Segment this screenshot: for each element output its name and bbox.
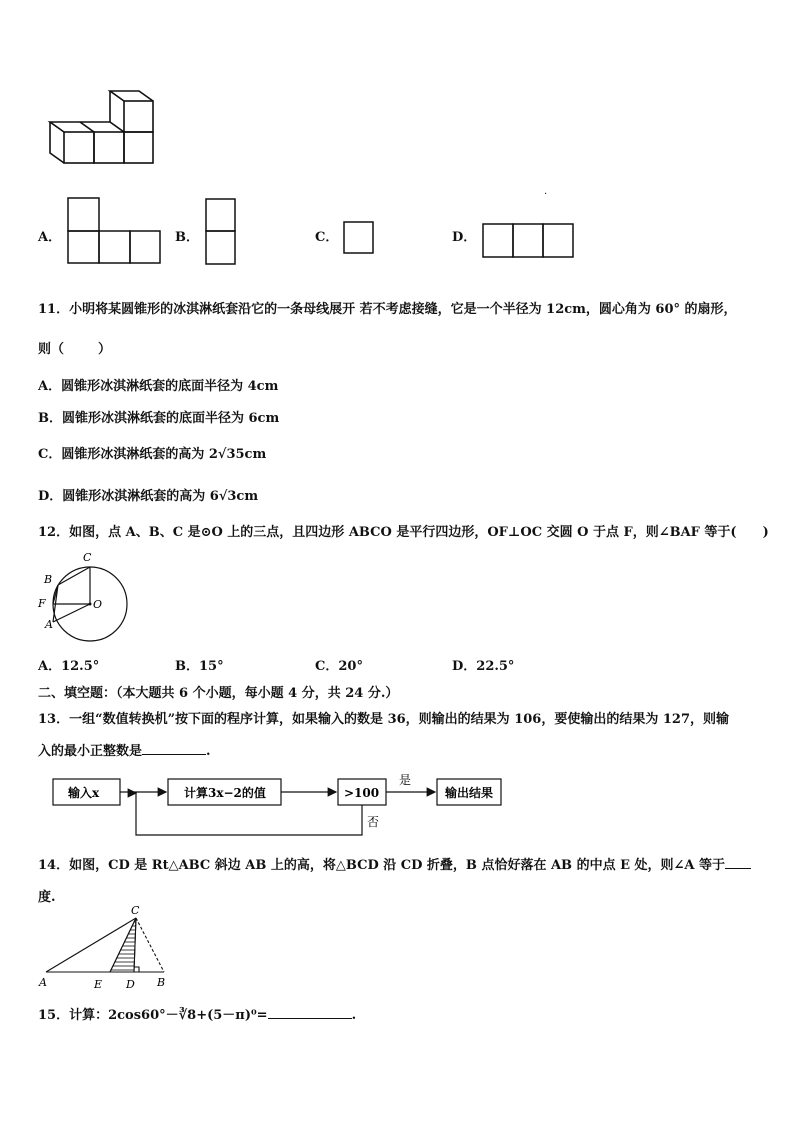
q13-compute-text: 计算3x−2的值 [184,786,266,800]
q12-option-a[interactable]: A．12.5° [38,659,100,674]
q12-seg-bc [58,567,90,585]
q11-open-paren: 则（ [38,342,65,357]
q10-option-d-label[interactable]: D． [452,230,477,245]
q14-stem-line1 [38,854,751,873]
q11-option-b[interactable]: B．圆锥形冰淇淋纸套的底面半径为 6cm [38,411,280,426]
q13-yes-text: 是 [399,773,412,787]
q11-option-a[interactable]: A．圆锥形冰淇淋纸套的底面半径为 4cm [38,379,279,394]
q15-stem [38,1004,356,1023]
q13-stem-line1: 13．一组“数值转换机”按下面的程序计算，如果输入的数是 36，则输出的结果为 106，要使输出的结果为 127，则输 [38,712,729,727]
q10-solid-figure [44,88,156,168]
q13-condition-text: >100 [344,786,380,800]
q12-label-b: B [44,573,53,586]
q14-answer-blank[interactable] [725,856,751,869]
q13-flowchart [40,766,512,838]
q12-label-o: O [93,598,103,611]
q14-right-angle [134,967,139,972]
q14-label-e: E [94,978,103,991]
q14-label-c: C [131,904,140,917]
q10-option-b-view[interactable] [205,198,237,266]
q11-option-d[interactable]: D．圆锥形冰淇淋纸套的高为 6√3cm [38,489,259,504]
q12-option-d[interactable]: D．22.5° [452,659,515,674]
q14-stem-line2: 度. [38,890,56,905]
q10-option-b-label[interactable]: B． [175,230,199,245]
q14-triangle-figure [36,904,174,992]
q15-answer-blank[interactable] [268,1006,352,1019]
stray-dot: . [544,186,548,197]
q14-stem-text: 14．如图，CD 是 Rt△ABC 斜边 AB 上的高，将△BCD 沿 CD 折叠，B 点恰好落在 AB 的中点 E 处，则∠A 等于 [38,858,726,873]
q13-output-text: 输出结果 [445,786,494,800]
q10-option-c-view[interactable] [342,220,376,256]
q10-option-a-view[interactable] [66,196,162,266]
q12-close-paren: ) [762,525,769,540]
q12-seg-ao [53,604,90,622]
q12-circle-figure [36,548,132,644]
q13-no-text: 否 [367,815,380,829]
q10-option-d-view[interactable] [482,222,576,260]
q10-option-a-label[interactable]: A． [38,230,62,245]
q14-seg-cb [136,918,164,972]
q13-stem-line2 [38,740,211,759]
q11-option-c[interactable]: C．圆锥形冰淇淋纸套的高为 2√35cm [38,447,267,462]
q12-option-c[interactable]: C．20° [315,659,363,674]
q15-stem-text: 15．计算：2cos60°－∛8+(5－π)⁰= [38,1008,268,1023]
q13-stem-line2-text: 入的最小正整数是 [38,744,143,759]
q14-label-d: D [126,978,135,991]
q11-close-paren: ） [98,342,112,357]
q12-label-a: A [45,618,53,631]
q14-label-a: A [39,976,47,989]
q13-period: . [206,744,211,759]
q12-label-c: C [83,551,92,564]
q11-stem-line1: 11．小明将某圆锥形的冰淇淋纸套沿它的一条母线展开 若不考虑接缝，它是一个半径为 12cm，圆心角为 60° 的扇形， [38,302,737,317]
q12-stem [38,521,769,540]
q13-input-text: 输入x [68,786,100,800]
q15-period: . [351,1008,357,1023]
section2-heading: 二、填空题：（本大题共 6 个小题，每小题 4 分，共 24 分.） [38,686,399,701]
q14-label-b: B [157,976,166,989]
q11-stem-line2 [38,338,111,357]
q13-answer-blank[interactable] [142,742,206,755]
q12-option-b[interactable]: B．15° [175,659,224,674]
q12-label-f: F [38,597,46,610]
q12-stem-text: 12．如图，点 A、B、C 是⊙O 上的三点，且四边形 ABCO 是平行四边形，OF⊥OC 交圆 O 于点 F，则∠BAF 等于( [38,525,737,540]
q10-option-c-label[interactable]: C． [315,230,339,245]
